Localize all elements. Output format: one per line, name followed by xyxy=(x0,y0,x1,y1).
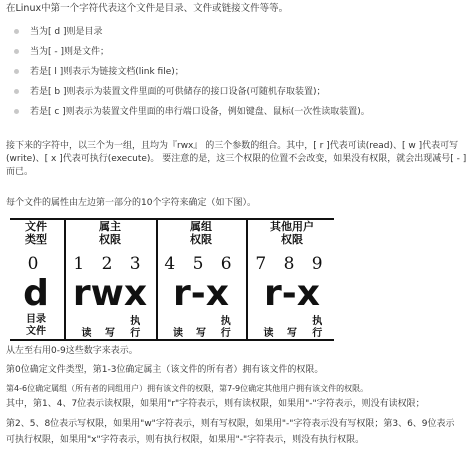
bottom-line-5: 第2、5、8位表示写权限，如果用"w"字符表示，则有写权限，如果用"-"字符表示没有写权限；第3、6、9位表示 xyxy=(6,419,455,429)
bottom-line-2: 第0位确定文件类型，第1-3位确定属主（该文件的所有者）拥有该文件的权限。 xyxy=(6,365,324,375)
figure-col-others xyxy=(250,212,334,340)
figure-col-sublabel xyxy=(250,316,334,340)
bullet-icon xyxy=(14,29,19,34)
figure-col-sublabel xyxy=(160,316,242,340)
sublabel-exec-line: 行 xyxy=(130,328,141,339)
sublabel-exec-line: 行 xyxy=(312,328,323,339)
figure-col-sublabel xyxy=(10,314,62,338)
sublabel-exec-line: 执 xyxy=(312,316,323,327)
bottom-line-3: 第4-6位确定属组（所有者的同组用户）拥有该文件的权限，第7-9位确定其他用户拥有该文件的权限。 xyxy=(6,384,369,393)
figure-col-index: 1 2 3 xyxy=(73,254,147,274)
figure-col-index: 4 5 6 xyxy=(164,254,238,274)
list-item xyxy=(6,42,466,62)
sublabel-exec-line: 执 xyxy=(130,316,141,327)
sublabel-exec xyxy=(122,316,146,340)
intro-paragraph: 在Linux中第一个字符代表这个文件是目录、文件或链接文件等等。 xyxy=(6,3,289,14)
permission-explanation: 接下来的字符中，以三个为一组，且均为『rwx』 的三个参数的组合。其中，[ r ]代表可读(read)、[ w ]代表可写(write)、[ x ]代表可执行(execute)。 要注意的是，这三个权限的位置不会改变，如果没有权限，就会出现减号[ - ]而已。 xyxy=(6,141,467,177)
list-item-text: 当为[ d ]则是目录 xyxy=(30,27,103,37)
heading-line: 其他用户 xyxy=(270,220,314,233)
heading-line: 权限 xyxy=(99,233,121,246)
heading-line xyxy=(25,220,47,246)
permission-figure xyxy=(10,212,334,340)
bottom-line-4: 其中，第1、4、7位表示读权限，如果用"r"字符表示，则有读权限，如果用"-"字符表示，则没有读权限； xyxy=(6,399,425,409)
sublabel-exec xyxy=(304,316,328,340)
sublabel-write: 写 xyxy=(104,328,115,339)
bottom-line-6: 可执行权限，如果用"x"字符表示，则有执行权限，如果用"-"字符表示，则没有执行权限。 xyxy=(6,435,365,445)
heading-line: 属主 xyxy=(99,220,121,233)
list-item-text: 当为[ - ]则是文件； xyxy=(30,47,109,57)
list-item xyxy=(6,22,466,42)
heading-line: 属组 xyxy=(190,220,212,233)
figure-col-heading xyxy=(10,220,62,246)
bullet-icon xyxy=(14,89,19,94)
figure-col-sublabel xyxy=(68,316,152,340)
figure-col-symbol: d xyxy=(23,273,49,314)
heading-line: 权限 xyxy=(281,233,303,246)
bullet-icon xyxy=(14,109,19,114)
heading-line: 文件 xyxy=(25,220,47,233)
figure-col-heading xyxy=(68,220,152,246)
sublabel-exec-line: 执 xyxy=(220,316,231,327)
figure-col-heading xyxy=(250,220,334,246)
bullet-icon xyxy=(14,69,19,74)
file-type-list xyxy=(6,22,466,122)
figure-divider xyxy=(156,218,158,340)
list-item-text: 若是[ c ]则表示为装置文件里面的串行端口设备，例如键盘、鼠标(一次性读取装置)。 xyxy=(30,107,370,117)
sublabel-line: 文件 xyxy=(26,326,46,337)
sublabel-read: 读 xyxy=(81,328,92,339)
figure-divider xyxy=(64,218,66,340)
figure-col-type xyxy=(10,212,62,340)
figure-divider xyxy=(246,218,248,340)
figure-col-owner xyxy=(68,212,152,340)
figure-caption: 每个文件的属性由左边第一部分的10个字符来确定（如下图）。 xyxy=(6,198,256,208)
list-item xyxy=(6,102,466,122)
figure-col-index: 0 xyxy=(27,254,45,274)
bottom-line-1: 从左至右用0-9这些数字来表示。 xyxy=(6,346,138,356)
bullet-icon xyxy=(14,49,19,54)
sublabel-exec-line: 行 xyxy=(220,328,231,339)
figure-col-symbol: r-x xyxy=(173,273,229,314)
figure-col-symbol: rwx xyxy=(72,273,148,314)
figure-col-group xyxy=(160,212,242,340)
figure-col-heading xyxy=(160,220,242,246)
list-item-text: 若是[ b ]则表示为装置文件里面的可供储存的接口设备(可随机存取装置)； xyxy=(30,87,326,97)
sublabel-read: 读 xyxy=(263,328,274,339)
figure-col-symbol: r-x xyxy=(264,273,320,314)
sublabel-exec xyxy=(212,316,235,340)
sublabel-write: 写 xyxy=(195,328,206,339)
heading-line: 权限 xyxy=(190,233,212,246)
figure-col-index: 7 8 9 xyxy=(255,254,329,274)
list-item xyxy=(6,82,466,102)
list-item-text: 若是[ l ]则表示为链接文档(link file)； xyxy=(30,67,184,77)
list-item xyxy=(6,62,466,82)
heading-line: 类型 xyxy=(25,233,47,246)
sublabel-line: 目录 xyxy=(26,314,46,325)
sublabel-read: 读 xyxy=(173,328,184,339)
sublabel-write: 写 xyxy=(286,328,297,339)
